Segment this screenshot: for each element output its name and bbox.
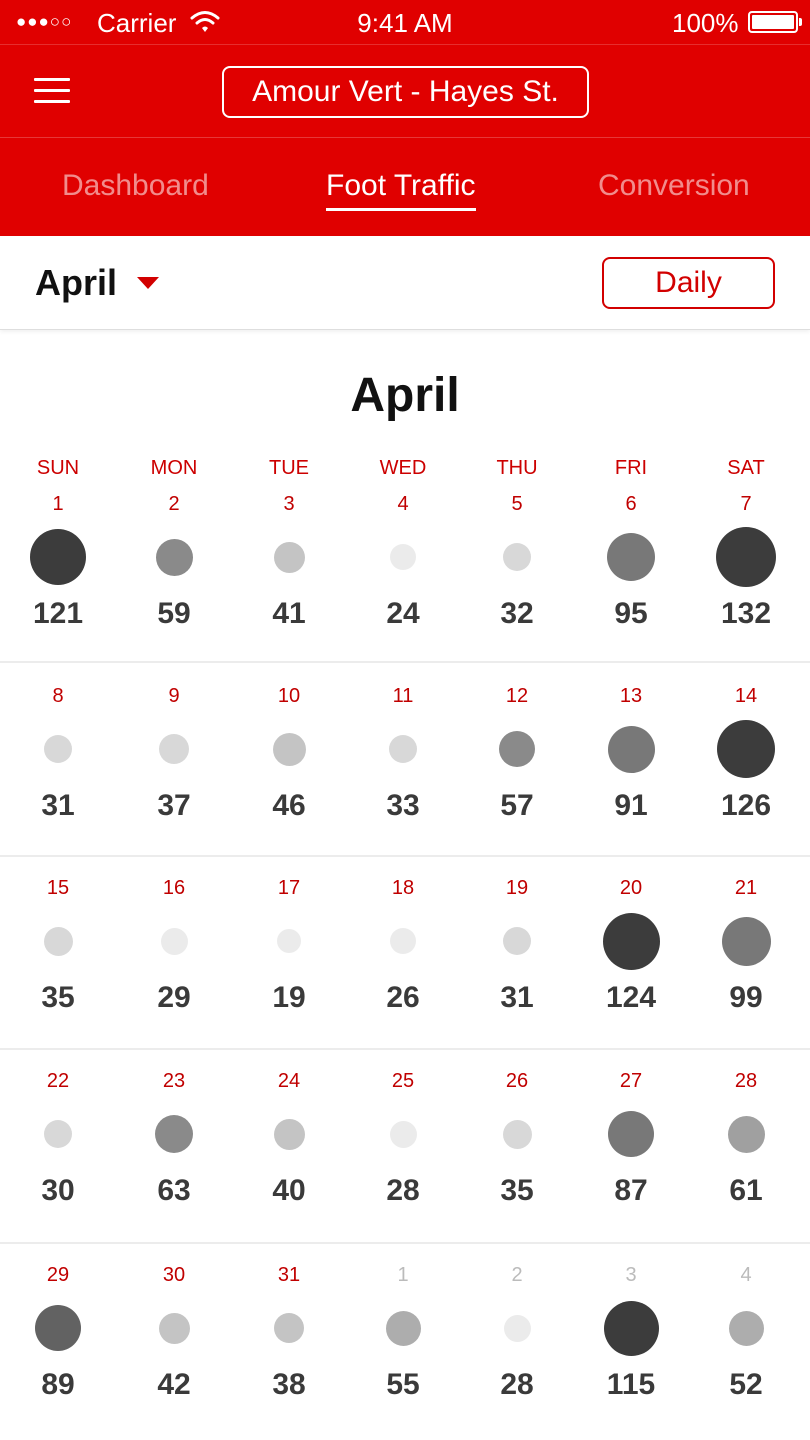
- day-date: 19: [505, 877, 529, 899]
- carrier-label: Carrier: [97, 8, 177, 38]
- traffic-dot[interactable]: [717, 720, 775, 778]
- day-visitor-count: 35: [500, 1174, 534, 1207]
- traffic-dot[interactable]: [159, 1313, 190, 1344]
- day-visitor-count: 91: [614, 789, 648, 822]
- day-visitor-count: 95: [614, 597, 648, 630]
- week-divider: [0, 1242, 810, 1244]
- day-date: 26: [505, 1070, 529, 1092]
- day-date: 8: [52, 685, 64, 707]
- day-date: 10: [277, 685, 301, 707]
- day-visitor-count: 57: [500, 789, 534, 822]
- day-date: 24: [277, 1070, 301, 1092]
- day-date: 2: [168, 493, 180, 515]
- tab-foot-traffic[interactable]: Foot Traffic: [326, 169, 476, 202]
- traffic-dot[interactable]: [504, 1315, 531, 1342]
- day-visitor-count: 35: [41, 981, 75, 1014]
- day-visitor-count: 24: [386, 597, 420, 630]
- battery-percentage: 100%: [672, 8, 739, 38]
- day-date: 20: [619, 877, 643, 899]
- day-visitor-count: 59: [157, 597, 191, 630]
- traffic-dot[interactable]: [604, 1301, 659, 1356]
- day-visitor-count: 87: [614, 1174, 648, 1207]
- day-visitor-count: 37: [157, 789, 191, 822]
- day-date: 3: [283, 493, 295, 515]
- navigation-bar: [0, 44, 810, 138]
- traffic-dot[interactable]: [44, 927, 73, 956]
- traffic-dot[interactable]: [30, 529, 86, 585]
- day-visitor-count: 30: [41, 1174, 75, 1207]
- weekday-header: THU: [496, 457, 538, 479]
- day-visitor-count: 99: [729, 981, 763, 1014]
- month-dropdown[interactable]: April: [35, 262, 118, 303]
- day-date: 21: [734, 877, 758, 899]
- day-date: 31: [277, 1264, 301, 1286]
- weekday-header: SUN: [36, 457, 80, 479]
- day-visitor-count: 124: [605, 981, 657, 1014]
- traffic-dot[interactable]: [608, 726, 655, 773]
- day-visitor-count: 40: [272, 1174, 306, 1207]
- weekday-header: SAT: [727, 457, 765, 479]
- daily-view-button[interactable]: Daily: [602, 257, 775, 309]
- day-visitor-count: 121: [32, 597, 84, 630]
- status-bar: [0, 0, 810, 44]
- traffic-dot[interactable]: [716, 527, 776, 587]
- day-date: 3: [625, 1264, 637, 1286]
- traffic-dot[interactable]: [44, 735, 72, 763]
- day-visitor-count: 55: [386, 1368, 420, 1401]
- day-date: 6: [625, 493, 637, 515]
- week-divider: [0, 661, 810, 663]
- traffic-dot[interactable]: [159, 734, 189, 764]
- clock: 9:41 AM: [357, 8, 453, 38]
- traffic-dot[interactable]: [274, 1119, 305, 1150]
- hamburger-menu-icon[interactable]: [34, 78, 70, 104]
- day-date: 17: [277, 877, 301, 899]
- traffic-dot[interactable]: [607, 533, 655, 581]
- filter-bar: [0, 236, 810, 330]
- day-visitor-count: 32: [500, 597, 534, 630]
- day-date: 4: [397, 493, 409, 515]
- week-divider: [0, 1048, 810, 1050]
- traffic-dot[interactable]: [390, 544, 416, 570]
- traffic-dot[interactable]: [389, 735, 417, 763]
- day-visitor-count: 132: [720, 597, 772, 630]
- day-visitor-count: 28: [500, 1368, 534, 1401]
- calendar-title: April: [350, 369, 460, 422]
- day-visitor-count: 31: [500, 981, 534, 1014]
- traffic-dot[interactable]: [503, 927, 531, 955]
- store-selector-button[interactable]: Amour Vert - Hayes St.: [222, 66, 589, 118]
- chevron-down-icon[interactable]: [137, 277, 159, 289]
- day-date: 1: [52, 493, 64, 515]
- day-date: 5: [511, 493, 523, 515]
- traffic-dot[interactable]: [728, 1116, 765, 1153]
- weekday-header: WED: [379, 457, 427, 479]
- day-date: 1: [397, 1264, 409, 1286]
- traffic-dot[interactable]: [503, 543, 531, 571]
- traffic-dot[interactable]: [274, 542, 305, 573]
- day-date: 18: [391, 877, 415, 899]
- day-date: 25: [391, 1070, 415, 1092]
- day-visitor-count: 28: [386, 1174, 420, 1207]
- tab-bar: [0, 139, 810, 236]
- day-date: 9: [168, 685, 180, 707]
- day-date: 2: [511, 1264, 523, 1286]
- traffic-dot[interactable]: [274, 1313, 304, 1343]
- day-date: 7: [740, 493, 752, 515]
- day-visitor-count: 46: [272, 789, 306, 822]
- day-visitor-count: 52: [729, 1368, 763, 1401]
- traffic-dot[interactable]: [503, 1120, 532, 1149]
- day-date: 22: [46, 1070, 70, 1092]
- traffic-dot[interactable]: [35, 1305, 81, 1351]
- tab-dashboard[interactable]: Dashboard: [62, 169, 209, 202]
- signal-strength-icon: ●●●○○: [16, 12, 73, 31]
- traffic-dot[interactable]: [156, 539, 193, 576]
- day-visitor-count: 26: [386, 981, 420, 1014]
- traffic-dot[interactable]: [390, 928, 416, 954]
- traffic-dot[interactable]: [603, 913, 660, 970]
- weekday-header: MON: [150, 457, 198, 479]
- day-date: 14: [734, 685, 758, 707]
- day-visitor-count: 29: [157, 981, 191, 1014]
- traffic-dot[interactable]: [273, 733, 306, 766]
- day-visitor-count: 63: [157, 1174, 191, 1207]
- day-visitor-count: 31: [41, 789, 75, 822]
- day-date: 23: [162, 1070, 186, 1092]
- weekday-header: TUE: [269, 457, 309, 479]
- day-visitor-count: 89: [41, 1368, 75, 1401]
- weekday-header: FRI: [614, 457, 648, 479]
- traffic-dot[interactable]: [608, 1111, 654, 1157]
- traffic-dot[interactable]: [722, 917, 771, 966]
- day-visitor-count: 115: [606, 1368, 656, 1401]
- day-date: 16: [162, 877, 186, 899]
- day-date: 4: [740, 1264, 752, 1286]
- day-date: 27: [619, 1070, 643, 1092]
- traffic-dot[interactable]: [161, 928, 188, 955]
- traffic-dot[interactable]: [277, 929, 301, 953]
- day-date: 29: [46, 1264, 70, 1286]
- traffic-dot[interactable]: [44, 1120, 72, 1148]
- traffic-dot[interactable]: [386, 1311, 421, 1346]
- day-visitor-count: 42: [157, 1368, 191, 1401]
- day-date: 28: [734, 1070, 758, 1092]
- day-date: 13: [619, 685, 643, 707]
- day-visitor-count: 126: [720, 789, 772, 822]
- traffic-dot[interactable]: [499, 731, 535, 767]
- day-visitor-count: 38: [272, 1368, 306, 1401]
- traffic-dot[interactable]: [729, 1311, 764, 1346]
- traffic-dot[interactable]: [390, 1121, 417, 1148]
- day-visitor-count: 19: [272, 981, 306, 1014]
- day-visitor-count: 61: [729, 1174, 763, 1207]
- week-divider: [0, 855, 810, 857]
- day-visitor-count: 33: [386, 789, 420, 822]
- tab-conversion[interactable]: Conversion: [598, 169, 750, 202]
- day-date: 12: [505, 685, 529, 707]
- day-date: 15: [46, 877, 70, 899]
- battery-icon: [748, 11, 798, 33]
- traffic-dot[interactable]: [155, 1115, 193, 1153]
- day-date: 30: [162, 1264, 186, 1286]
- day-date: 11: [392, 685, 414, 707]
- day-visitor-count: 41: [272, 597, 306, 630]
